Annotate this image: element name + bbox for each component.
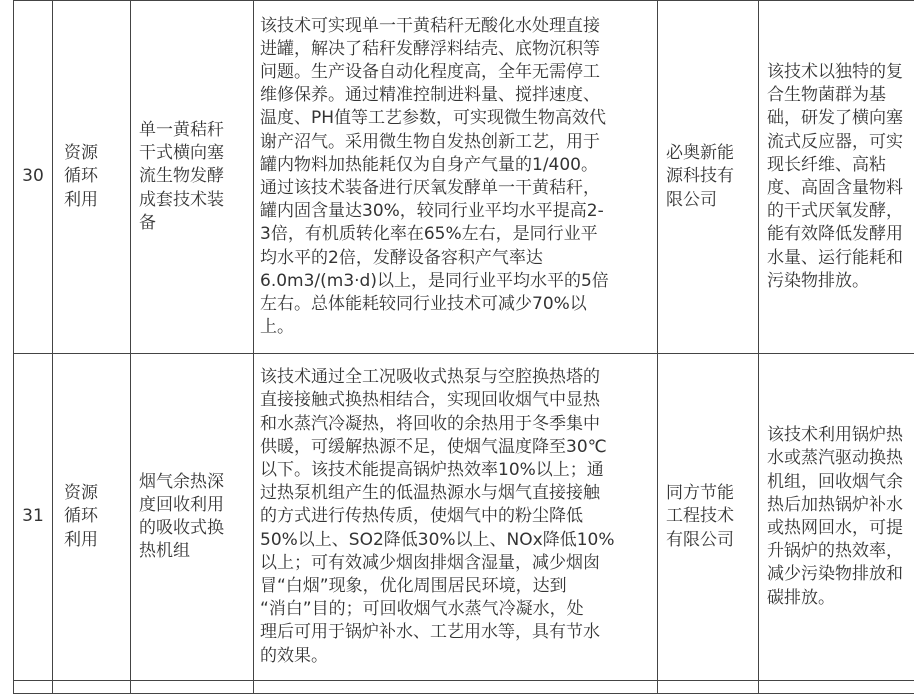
text-line: 热机组 bbox=[139, 540, 249, 563]
text-line: 的干式厌氧发酵， bbox=[767, 200, 914, 223]
text-line: 该技术通过全工况吸收式热泵与空腔换热塔的 bbox=[260, 366, 649, 389]
text-line: 温度、PH值等工艺参数，可实现微生物高效代 bbox=[260, 107, 649, 130]
text-line: 直接接触式换热相结合，实现回收烟气中显热 bbox=[260, 389, 649, 412]
text-line: 谢产沼气。采用微生物自发热创新工艺，用于 bbox=[260, 131, 649, 154]
note-cell bbox=[759, 354, 914, 681]
text-line: 流生物发酵 bbox=[139, 165, 249, 188]
text-line: 循环 bbox=[64, 165, 126, 188]
text-line: 资源 bbox=[64, 482, 126, 505]
text-line: 以上；可有效减少烟囱排烟含湿量，减少烟囱 bbox=[260, 552, 649, 575]
text-line: 利用 bbox=[64, 189, 126, 212]
text-line: 6.0m3/(m3·d)以上，是同行业平均水平的5倍 bbox=[260, 270, 649, 293]
text-line: 冒“白烟”现象，优化周围居民环境，达到 bbox=[260, 575, 649, 598]
row-number: 30 bbox=[14, 1, 53, 354]
text-line: 水量、运行能耗和 bbox=[767, 247, 914, 270]
text-line: 度、高固含量物料 bbox=[767, 177, 914, 200]
text-line: 的吸收式换 bbox=[139, 517, 249, 540]
text-line: 流式反应器，可实 bbox=[767, 131, 914, 154]
description-cell bbox=[254, 1, 658, 354]
text-line: 50%以上、SO2降低30%以上、NOx降低10% bbox=[260, 529, 649, 552]
text-line: 3倍，有机质转化率在65%左右，是同行业平 bbox=[260, 223, 649, 246]
text-line: 合生物菌群为基 bbox=[767, 84, 914, 107]
organization-cell bbox=[658, 1, 759, 354]
technology-name-cell bbox=[131, 1, 254, 354]
text-line: 碳排放。 bbox=[767, 587, 914, 610]
text-line: 进罐，解决了秸秆发酵浮料结壳、底物沉积等 bbox=[260, 38, 649, 61]
text-line: 污染物排放。 bbox=[767, 270, 914, 293]
text-line: 的方式进行传热传质，使烟气中的粉尘降低 bbox=[260, 505, 649, 528]
text-line: 机组，回收烟气余 bbox=[767, 471, 914, 494]
text-line: 该技术利用锅炉热 bbox=[767, 424, 914, 447]
table-row bbox=[14, 354, 914, 681]
text-line: 单一黄秸秆 bbox=[139, 119, 249, 142]
text-line: 或热网回水，可提 bbox=[767, 517, 914, 540]
text-line: 工程技术 bbox=[666, 505, 754, 528]
text-line: 利用 bbox=[64, 529, 126, 552]
text-line: 该技术可实现单一干黄秸秆无酸化水处理直接 bbox=[260, 15, 649, 38]
technology-table bbox=[13, 0, 914, 694]
text-line: 循环 bbox=[64, 505, 126, 528]
text-line: 必奥新能 bbox=[666, 142, 754, 165]
text-line: 干式横向塞 bbox=[139, 142, 249, 165]
text-line: 热后加热锅炉补水 bbox=[767, 494, 914, 517]
text-line: 罐内固含量达30%，较同行业平均水平提高2- bbox=[260, 200, 649, 223]
text-line: 限公司 bbox=[666, 189, 754, 212]
text-line: 度回收利用 bbox=[139, 494, 249, 517]
text-line: 减少污染物排放和 bbox=[767, 563, 914, 586]
text-line: 问题。生产设备自动化程度高，全年无需停工 bbox=[260, 61, 649, 84]
text-line: 同方节能 bbox=[666, 482, 754, 505]
text-line: 础，研发了横向塞 bbox=[767, 107, 914, 130]
empty-cell bbox=[254, 681, 658, 694]
text-line: 该技术以独特的复 bbox=[767, 61, 914, 84]
text-line: 水或蒸汽驱动换热 bbox=[767, 447, 914, 470]
organization-cell bbox=[658, 354, 759, 681]
text-line: 维修保养。通过精准控制进料量、搅拌速度、 bbox=[260, 84, 649, 107]
text-line: 能有效降低发酵用 bbox=[767, 223, 914, 246]
text-line: 现长纤维、高粘 bbox=[767, 154, 914, 177]
text-line: “消白”目的；可回收烟气水蒸气冷凝水，处 bbox=[260, 598, 649, 621]
text-line: 烟气余热深 bbox=[139, 471, 249, 494]
empty-cell bbox=[759, 681, 914, 694]
text-line: 源科技有 bbox=[666, 165, 754, 188]
empty-cell bbox=[658, 681, 759, 694]
text-line: 备 bbox=[139, 212, 249, 235]
text-line: 通过该技术装备进行厌氧发酵单一干黄秸秆， bbox=[260, 177, 649, 200]
text-line: 上。 bbox=[260, 316, 649, 339]
text-line: 有限公司 bbox=[666, 529, 754, 552]
text-line: 理后可用于锅炉补水、工艺用水等，具有节水 bbox=[260, 621, 649, 644]
table-row bbox=[14, 681, 914, 694]
text-line: 罐内物料加热能耗仅为自身产气量的1/400。 bbox=[260, 154, 649, 177]
table-row bbox=[14, 1, 914, 354]
text-line: 资源 bbox=[64, 142, 126, 165]
text-line: 左右。总体能耗较同行业技术可减少70%以 bbox=[260, 293, 649, 316]
text-line: 升锅炉的热效率， bbox=[767, 540, 914, 563]
text-line: 和水蒸汽冷凝热，将回收的余热用于冬季集中 bbox=[260, 413, 649, 436]
text-line: 均水平的2倍，发酵设备容积产气率达 bbox=[260, 247, 649, 270]
text-line: 成套技术装 bbox=[139, 189, 249, 212]
description-cell bbox=[254, 354, 658, 681]
category-cell bbox=[53, 354, 131, 681]
technology-name-cell bbox=[131, 354, 254, 681]
text-line: 的效果。 bbox=[260, 645, 649, 668]
category-cell bbox=[53, 1, 131, 354]
empty-cell bbox=[131, 681, 254, 694]
text-line: 以下。该技术能提高锅炉热效率10%以上；通 bbox=[260, 459, 649, 482]
empty-cell bbox=[14, 681, 53, 694]
row-number: 31 bbox=[14, 354, 53, 681]
empty-cell bbox=[53, 681, 131, 694]
note-cell bbox=[759, 1, 914, 354]
text-line: 过热泵机组产生的低温热源水与烟气直接接触 bbox=[260, 482, 649, 505]
text-line: 供暖，可缓解热源不足，使烟气温度降至30℃ bbox=[260, 436, 649, 459]
